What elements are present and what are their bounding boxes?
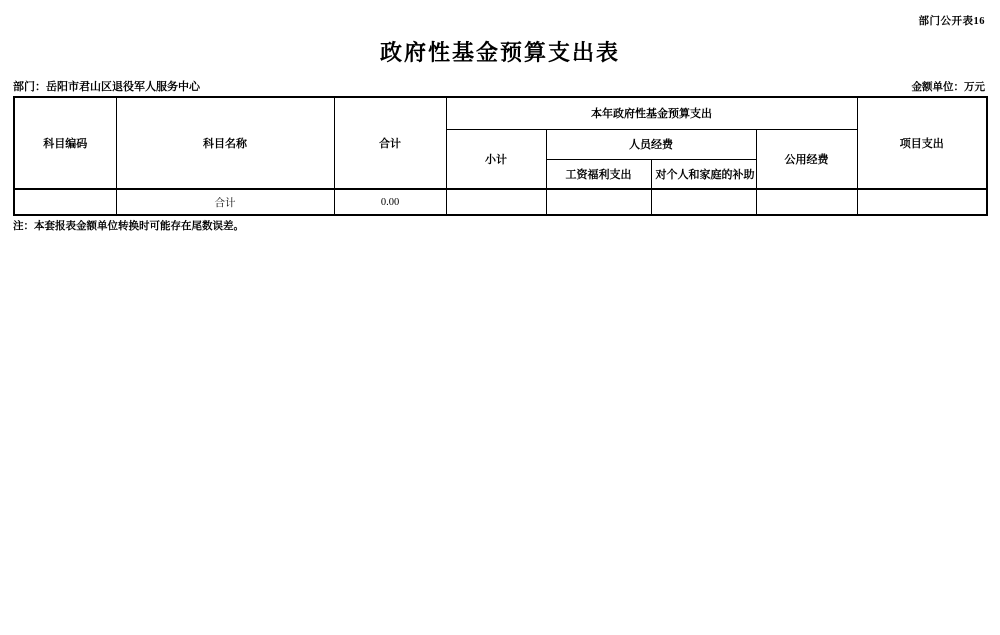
cell-subtotal	[446, 189, 546, 215]
cell-public-funds	[756, 189, 857, 215]
col-header-current-year-group: 本年政府性基金预算支出	[446, 97, 857, 129]
col-header-subject-name: 科目名称	[116, 97, 334, 189]
budget-expenditure-table	[13, 96, 988, 216]
col-header-public-funds: 公用经费	[756, 129, 857, 189]
page-title: 政府性基金预算支出表	[379, 40, 620, 65]
department-label: 部门：岳阳市君山区退役军人服务中心	[13, 81, 200, 93]
footnote: 注：本套报表金额单位转换时可能存在尾数误差。	[13, 221, 244, 232]
col-header-wage-welfare: 工资福利支出	[546, 159, 651, 189]
col-header-personnel-group: 人员经费	[546, 129, 756, 159]
col-header-subject-code: 科目编码	[14, 97, 116, 189]
cell-project-expenditure	[857, 189, 987, 215]
corner-table-number: 部门公开表16	[918, 16, 985, 27]
cell-total: 0.00	[334, 189, 446, 215]
col-header-total: 合计	[334, 97, 446, 189]
cell-individual-family-subsidy	[651, 189, 756, 215]
cell-subject-name: 合计	[116, 189, 334, 215]
cell-wage-welfare	[546, 189, 651, 215]
col-header-project-expenditure: 项目支出	[857, 97, 987, 189]
col-header-individual-family-subsidy: 对个人和家庭的补助	[651, 159, 756, 189]
col-header-subtotal: 小计	[446, 129, 546, 189]
table-row	[14, 189, 987, 215]
amount-unit-label: 金额单位：万元	[911, 82, 985, 93]
cell-subject-code	[14, 189, 116, 215]
header-row-1	[14, 97, 987, 129]
table-meta-row	[13, 78, 985, 94]
